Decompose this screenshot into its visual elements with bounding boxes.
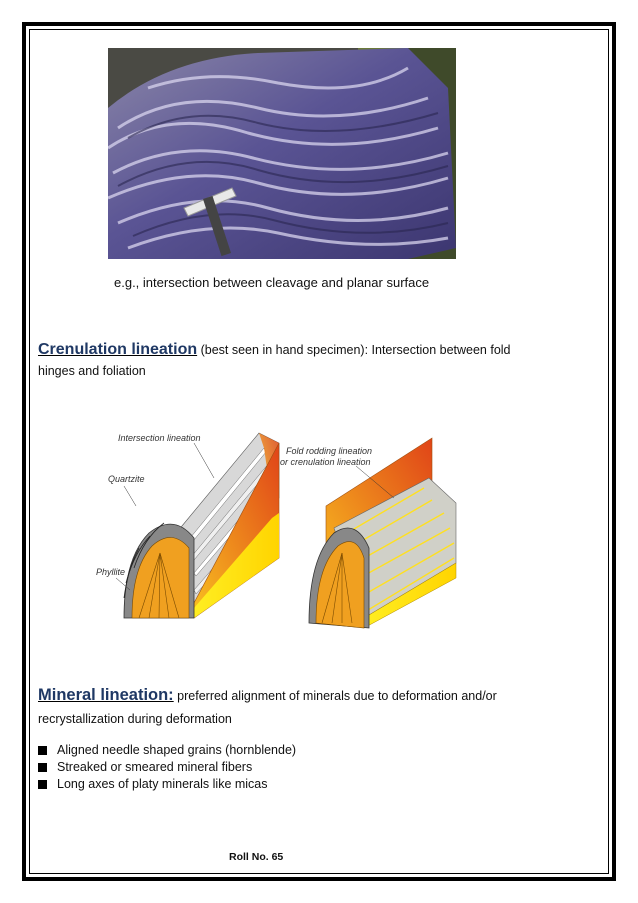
square-bullet-icon: [38, 780, 47, 789]
crenulation-heading: Crenulation lineation: [38, 341, 198, 358]
crenulation-text: (best seen in hand specimen): Intersection between fold: [197, 343, 511, 357]
mineral-bullet-list: [38, 742, 296, 793]
rock-outcrop-icon: [108, 48, 456, 259]
label-phyllite: Phyllite: [96, 567, 126, 577]
footer-roll-number: Roll No. 65: [229, 851, 284, 863]
left-block-icon: [124, 433, 279, 618]
square-bullet-icon: [38, 763, 47, 772]
photo-caption: e.g., intersection between cleavage and planar surface: [114, 275, 430, 290]
label-quartzite: Quartzite: [108, 474, 145, 484]
mineral-paragraph-line1: [38, 686, 497, 705]
label-intersection-lineation: Intersection lineation: [118, 433, 201, 443]
list-item: Streaked or smeared mineral fibers: [38, 759, 296, 776]
list-item: Long axes of platy minerals like micas: [38, 776, 296, 793]
label-crenulation-lineation: or crenulation lineation: [280, 457, 371, 467]
crenulation-paragraph-line2: hinges and foliation: [38, 364, 146, 378]
lineation-block-diagram: [94, 418, 470, 640]
mineral-paragraph-line2: recrystallization during deformation: [38, 712, 232, 726]
square-bullet-icon: [38, 746, 47, 755]
list-item: Aligned needle shaped grains (hornblende): [38, 742, 296, 759]
mineral-text: preferred alignment of minerals due to deformation and/or: [173, 689, 497, 703]
crenulation-paragraph-line1: [38, 341, 511, 359]
outcrop-photo: [108, 48, 456, 259]
mineral-heading: Mineral lineation:: [38, 686, 174, 704]
label-fold-rodding: Fold rodding lineation: [286, 446, 373, 456]
